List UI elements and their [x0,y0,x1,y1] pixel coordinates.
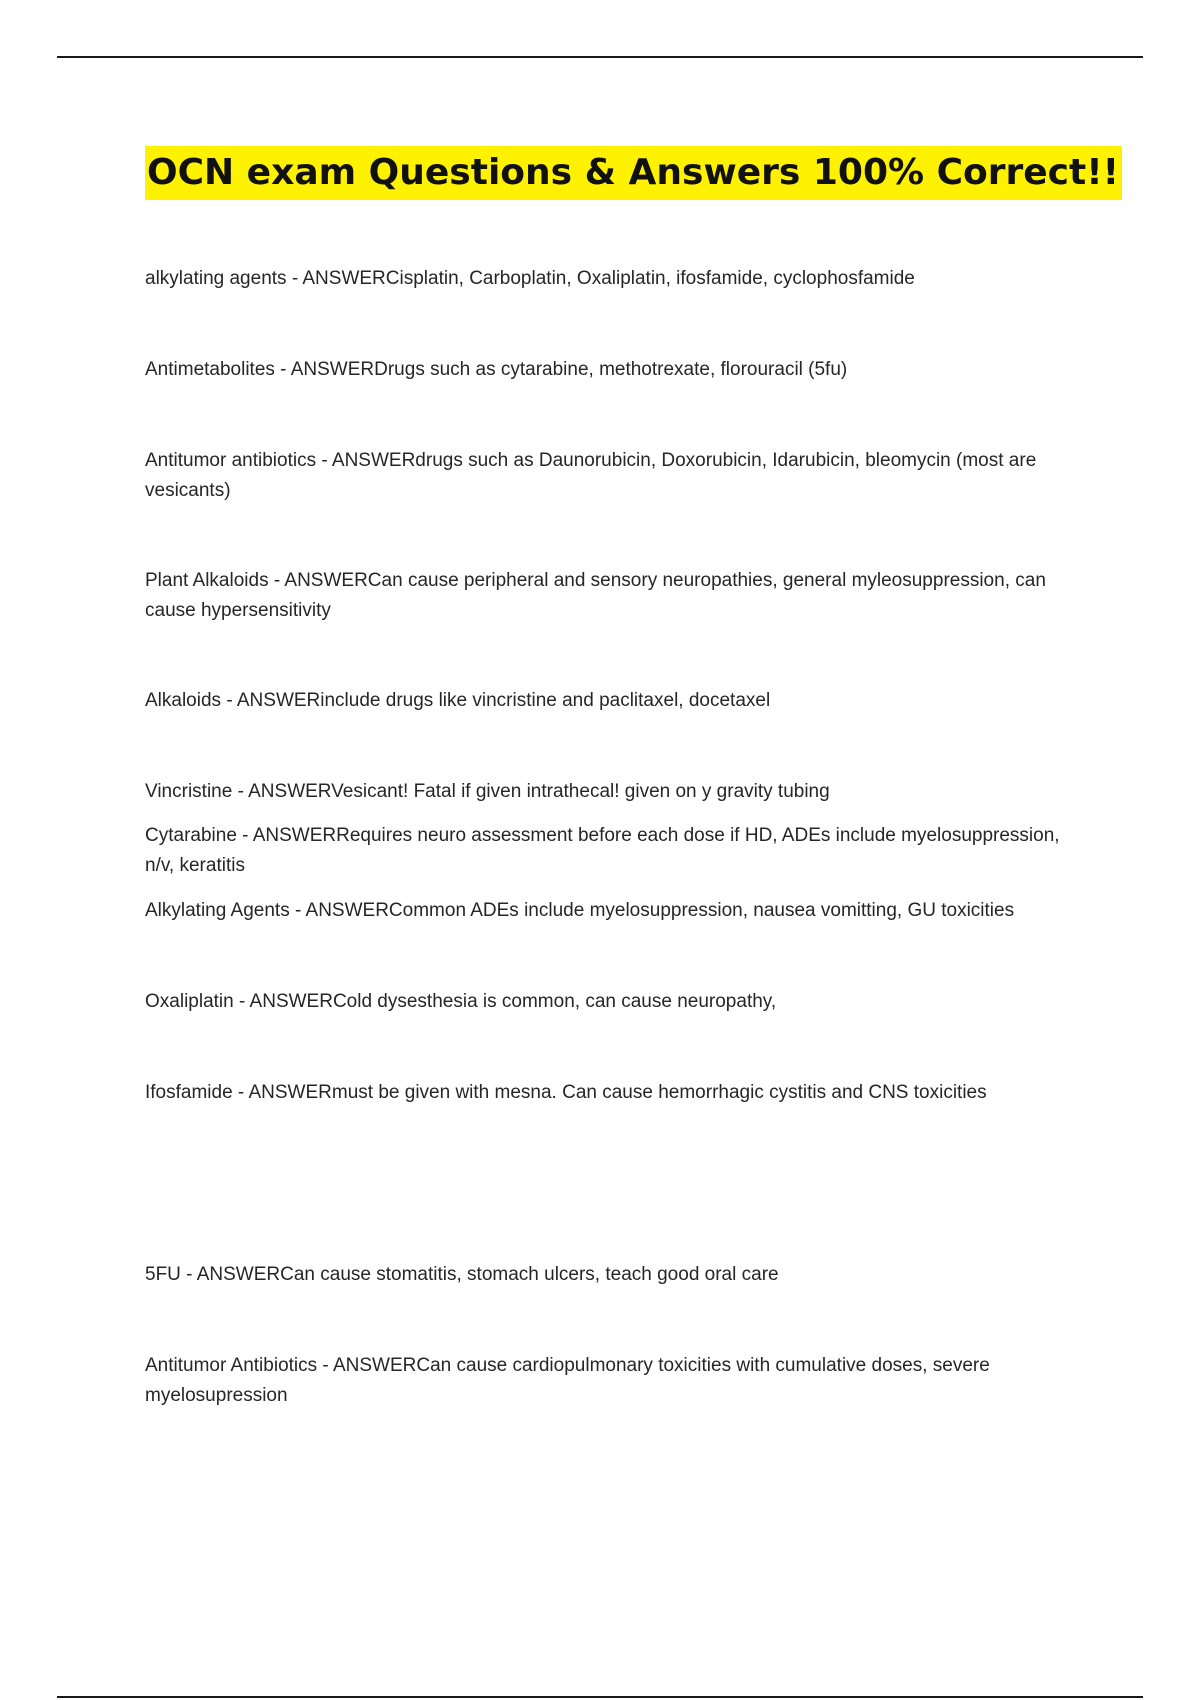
qa-entry-vincristine: Vincristine - ANSWERVesicant! Fatal if given intrathecal! given on y gravity tubing [145,781,830,802]
qa-entry-oxaliplatin: Oxaliplatin - ANSWERCold dysesthesia is common, can cause neuropathy, [145,991,777,1012]
qa-entry-alkaloids: Alkaloids - ANSWERinclude drugs like vincristine and paclitaxel, docetaxel [145,690,771,711]
qa-entry-alkylating-agents: alkylating agents - ANSWERCisplatin, Carboplatin, Oxaliplatin, ifosfamide, cyclophosfamide [145,268,915,289]
qa-entry-cytarabine: Cytarabine - ANSWERRequires neuro assessment before each dose if HD, ADEs include myelosuppression, n/v, keratitis [145,825,1060,876]
qa-entry-antitumor-antibiotics-toxicities: Antitumor Antibiotics - ANSWERCan cause cardiopulmonary toxicities with cumulative doses, severe myelosupression [145,1355,990,1406]
qa-entry-antimetabolites: Antimetabolites - ANSWERDrugs such as cytarabine, methotrexate, florouracil (5fu) [145,359,848,380]
qa-entry-alkylating-agents-ades: Alkylating Agents - ANSWERCommon ADEs include myelosuppression, nausea vomitting, GU toxicities [145,900,1015,921]
document-title: OCN exam Questions & Answers 100% Correct!! [145,146,1122,200]
qa-entry-5fu: 5FU - ANSWERCan cause stomatitis, stomach ulcers, teach good oral care [145,1264,779,1285]
qa-entry-antitumor-antibiotics: Antitumor antibiotics - ANSWERdrugs such as Daunorubicin, Doxorubicin, Idarubicin, bleomycin (most are vesicants) [145,450,1037,501]
top-divider [57,56,1143,58]
bottom-divider [57,1696,1143,1698]
qa-entry-ifosfamide: Ifosfamide - ANSWERmust be given with mesna. Can cause hemorrhagic cystitis and CNS toxicities [145,1082,987,1103]
qa-entry-plant-alkaloids: Plant Alkaloids - ANSWERCan cause peripheral and sensory neuropathies, general myleosuppression, can cause hypersensitivity [145,570,1046,621]
